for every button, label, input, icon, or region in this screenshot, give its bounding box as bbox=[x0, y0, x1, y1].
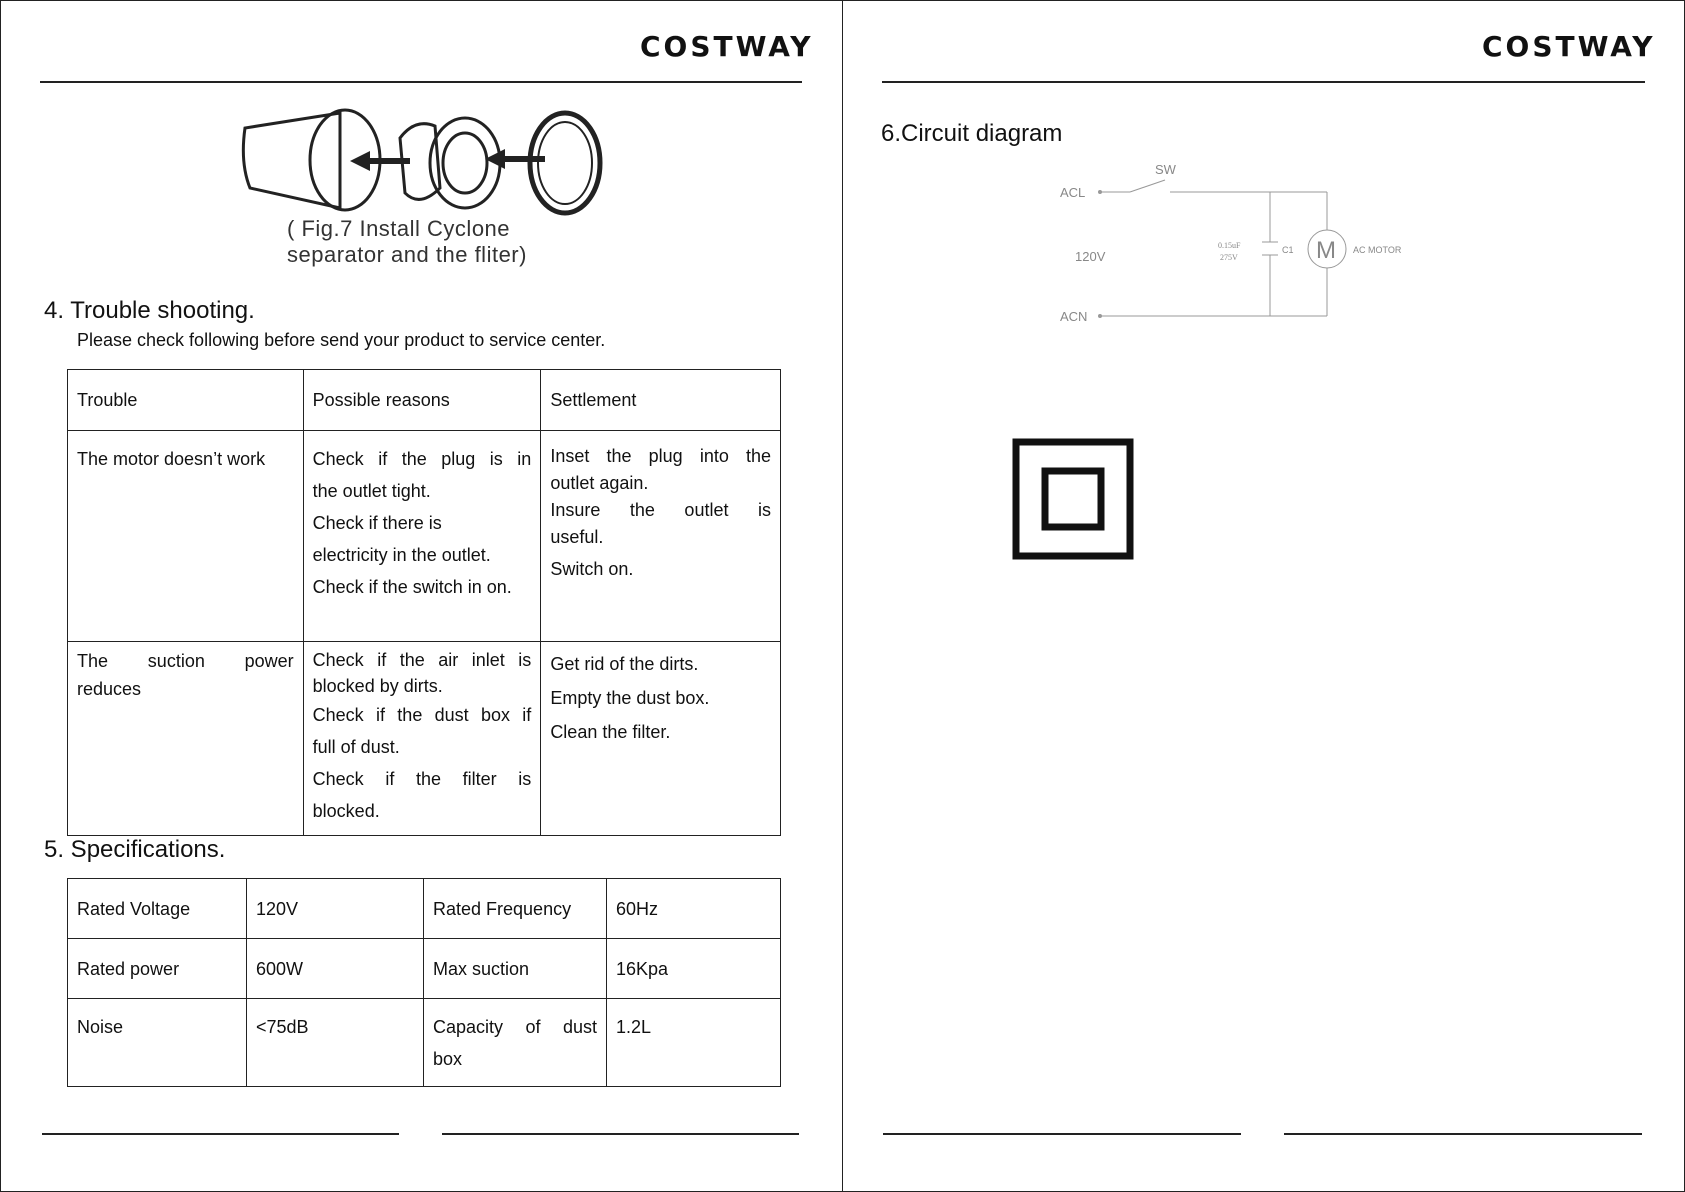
spec-table bbox=[67, 878, 781, 1087]
table-row bbox=[68, 939, 781, 999]
motor-label: AC MOTOR bbox=[1353, 245, 1402, 255]
spec-value: 16Kpa bbox=[607, 939, 781, 999]
header-settlement: Settlement bbox=[541, 370, 781, 431]
reason-line: Check if the air inlet is bbox=[312, 650, 532, 670]
spec-label: Rated Frequency bbox=[424, 879, 607, 939]
spec-value: 1.2L bbox=[607, 999, 781, 1087]
reason-line: Check if the plug is in bbox=[312, 449, 532, 469]
motor-symbol: M bbox=[1316, 237, 1336, 264]
trouble-text: reduces bbox=[77, 679, 142, 699]
spec-label: Noise bbox=[68, 999, 247, 1087]
trouble-table bbox=[67, 369, 781, 836]
spec-label bbox=[424, 999, 607, 1087]
voltage-label: 120V bbox=[1075, 249, 1106, 264]
reason-line: blocked. bbox=[312, 801, 380, 821]
page-divider bbox=[842, 0, 843, 1192]
acl-label: ACL bbox=[1060, 185, 1086, 200]
spec-value: <75dB bbox=[247, 999, 424, 1087]
reason-line: blocked by dirts. bbox=[312, 676, 443, 696]
spec-label: Rated Voltage bbox=[68, 879, 247, 939]
figure-caption bbox=[287, 216, 587, 268]
header-rule-right bbox=[882, 81, 1645, 83]
table-row bbox=[68, 999, 781, 1087]
reason-line: the outlet tight. bbox=[312, 481, 431, 501]
circuit-heading: 6.Circuit diagram bbox=[881, 120, 1063, 147]
acn-label: ACN bbox=[1060, 309, 1088, 324]
spec-value: 60Hz bbox=[607, 879, 781, 939]
double-square-icon bbox=[1012, 438, 1134, 560]
spec-value: 120V bbox=[247, 879, 424, 939]
footer-rule bbox=[1284, 1133, 1642, 1135]
brand-logo-right: COSTWAY bbox=[1482, 30, 1656, 63]
footer-rule bbox=[883, 1133, 1241, 1135]
table-row bbox=[68, 642, 781, 836]
sw-label: SW bbox=[1155, 162, 1176, 177]
reasons-cell bbox=[303, 431, 541, 642]
header-rule-left bbox=[40, 81, 802, 83]
settlement-line: Switch on. bbox=[550, 559, 634, 579]
capacity-label-line: Capacity of dust bbox=[433, 1017, 597, 1037]
settlement-line: useful. bbox=[550, 527, 604, 547]
cap-label: C1 bbox=[1282, 245, 1294, 255]
settlement-line: Empty the dust box. bbox=[550, 688, 710, 708]
settlement-cell bbox=[541, 431, 781, 642]
capacity-label-line: box bbox=[433, 1049, 463, 1069]
spec-label: Max suction bbox=[424, 939, 607, 999]
settlement-line: Insure the outlet is bbox=[550, 500, 771, 520]
trouble-text: The suction power bbox=[77, 651, 294, 671]
brand-logo-left: COSTWAY bbox=[640, 30, 814, 63]
caption-line-1: ( Fig.7 Install Cyclone bbox=[287, 216, 511, 241]
settlement-line: Inset the plug into the bbox=[550, 446, 771, 466]
settlement-cell bbox=[541, 642, 781, 836]
header-trouble: Trouble bbox=[68, 370, 304, 431]
table-row bbox=[68, 879, 781, 939]
spec-heading: 5. Specifications. bbox=[44, 836, 226, 863]
spec-value: 600W bbox=[247, 939, 424, 999]
settlement-line: outlet again. bbox=[550, 473, 649, 493]
trouble-cell bbox=[68, 642, 304, 836]
header-possible-reasons: Possible reasons bbox=[303, 370, 541, 431]
table-header-row bbox=[68, 370, 781, 431]
table-row bbox=[68, 431, 781, 642]
spec-label: Rated power bbox=[68, 939, 247, 999]
footer-rule bbox=[442, 1133, 799, 1135]
reason-line: Check if the dust box if bbox=[312, 705, 532, 725]
reason-line: electricity in the outlet. bbox=[312, 545, 491, 565]
settlement-line: Clean the filter. bbox=[550, 722, 671, 742]
reason-line: Check if the filter is bbox=[312, 769, 532, 789]
reasons-cell bbox=[303, 642, 541, 836]
trouble-intro: Please check following before send your product to service center. bbox=[77, 330, 606, 350]
trouble-cell bbox=[68, 431, 304, 642]
reason-line: Check if the switch in on. bbox=[312, 577, 512, 597]
reason-line: full of dust. bbox=[312, 737, 400, 757]
cap-value-2: 275V bbox=[1220, 253, 1238, 262]
settlement-line: Get rid of the dirts. bbox=[550, 654, 699, 674]
footer-rule bbox=[42, 1133, 399, 1135]
trouble-text: The motor doesn’t work bbox=[77, 449, 266, 469]
caption-line-2: separator and the fliter) bbox=[287, 242, 527, 267]
reason-line: Check if there is bbox=[312, 513, 442, 533]
cyclone-separator-illustration bbox=[240, 108, 610, 218]
trouble-heading: 4. Trouble shooting. bbox=[44, 297, 255, 324]
cap-value-1: 0.15uF bbox=[1218, 241, 1241, 250]
circuit-diagram bbox=[1040, 150, 1440, 330]
